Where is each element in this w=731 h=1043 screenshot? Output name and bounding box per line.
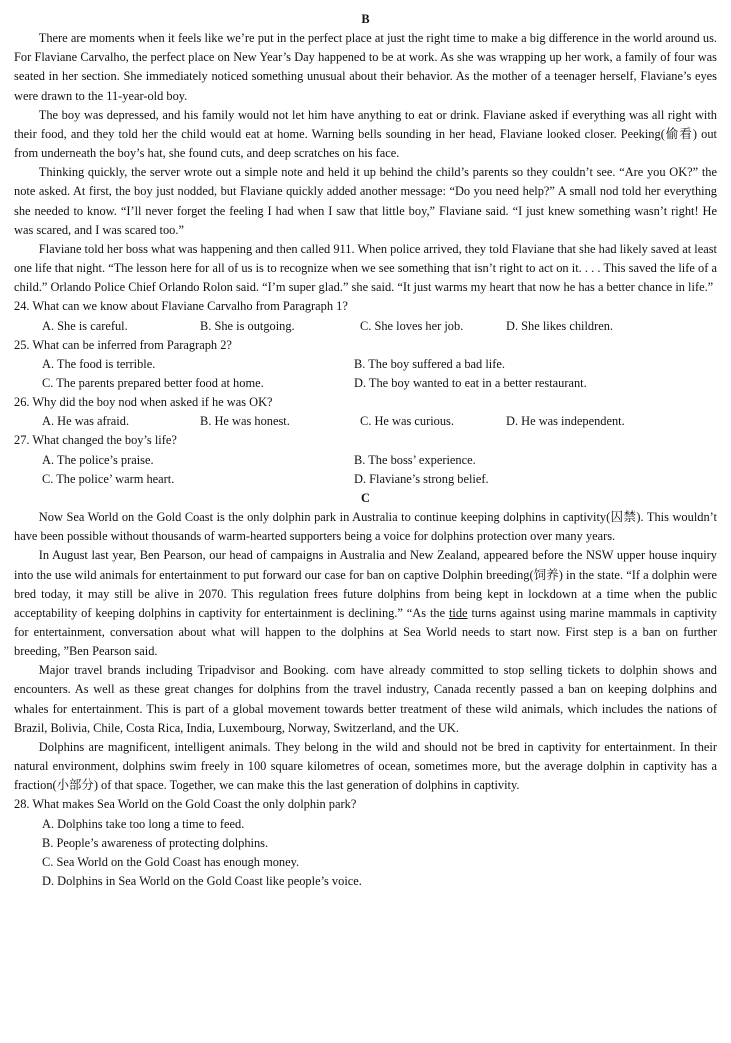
question-27-option-b: B. The boss’ experience. xyxy=(354,452,476,467)
section-b-paragraph-3: Thinking quickly, the server wrote out a simple note and held it up behind the child’s parents so they couldn’t see. “Are you OK?” the note asked. At first, the boy just nodded, but Flaviane quickly added another message: “Do you need help?” A small nod told her everything she needed to know. “I’ll never forget the feeling I had when I saw that little boy,” Flaviane said. “I just knew something wasn’t right! He was scared, and I was scared too.” xyxy=(14,165,717,237)
question-28-option-c: C. Sea World on the Gold Coast has enough money. xyxy=(42,854,300,869)
section-b-heading: B xyxy=(361,12,370,26)
section-b-paragraph-2: The boy was depressed, and his family would not let him have anything to eat or drink. Flaviane asked if everything was all right with their food, and they told her the child would eat at home. Warning bells sounding in her head, Flaviane looked closer. Peeking(偷看) out from underneath the boy’s hat, she found cuts, and deep scratches on his face. xyxy=(14,107,717,161)
question-26-option-d: D. He was independent. xyxy=(506,414,625,429)
question-26-option-b: B. He was honest. xyxy=(200,414,290,429)
section-b-paragraph-4: Flaviane told her boss what was happening and then called 911. When police arrived, they told Flaviane that she had likely saved at least one life that night. “The lesson here for all of us is to recognize when we see something that isn’t right to act on it. . . . This saved the life of a child.” Orlando Police Chief Orlando Rolon said. “I’m super glad.” she said. “It just warms my heart that now he has a better chance in life.” xyxy=(14,241,717,295)
question-27 xyxy=(14,431,717,488)
question-24-options xyxy=(14,317,717,336)
question-28-option-b: B. People’s awareness of protecting dolphins. xyxy=(42,835,269,850)
question-27-options xyxy=(14,451,717,489)
question-24 xyxy=(14,297,717,335)
underlined-word-tide: tide xyxy=(448,605,468,620)
section-c-paragraph-1: Now Sea World on the Gold Coast is the only dolphin park in Australia to continue keeping dolphins in captivity(囚禁). This wouldn’t have been possible without thousands of warm-hearted supporters being a voice for dolphins protection over many years. xyxy=(14,510,717,544)
question-27-option-a: A. The police’s praise. xyxy=(42,452,154,467)
question-28-options xyxy=(14,815,717,892)
section-c-paragraph-4: Dolphins are magnificent, intelligent animals. They belong in the wild and should not be bred in captivity for entertainment. In their natural environment, dolphins swim freely in 100 square kilometres of ocean, sometimes more, but the average dolphin in captivity has a fraction(小部分) of that space. Together, we can make this the last generation of dolphins in captivity. xyxy=(14,739,717,793)
section-c-paragraph-3: Major travel brands including Tripadvisor and Booking. com have already committed to stop selling tickets to dolphin shows and encounters. As well as these great changes for dolphins from the travel industry, Canada recently passed a ban on keeping dolphins and whales for entertainment. This is part of a global movement towards better treatment of these wild animals, which includes the nations of Brazil, Bolivia, Chile, Costa Rica, India, Luxembourg, Norway, Switzerland, and the UK. xyxy=(14,663,717,735)
question-25-stem: 25. What can be inferred from Paragraph 2? xyxy=(14,337,232,352)
question-28 xyxy=(14,795,717,891)
question-25-option-a: A. The food is terrible. xyxy=(42,356,156,371)
question-28-option-d: D. Dolphins in Sea World on the Gold Coast like people’s voice. xyxy=(42,874,362,889)
question-26-option-c: C. He was curious. xyxy=(360,414,454,429)
section-c-paragraph-2-after: turns against using marine mammals in captivity for entertainment, conversation about what will happen to the dolphins at Sea World needs to start now. First step is a ban on further breeding, ”Ben Pearson said. xyxy=(14,605,717,659)
question-26 xyxy=(14,393,717,431)
question-25-option-b: B. The boy suffered a bad life. xyxy=(354,356,505,371)
question-24-option-b: B. She is outgoing. xyxy=(200,318,295,333)
question-26-option-a: A. He was afraid. xyxy=(42,414,130,429)
question-27-option-d: D. Flaviane’s strong belief. xyxy=(354,471,489,486)
question-24-option-a: A. She is careful. xyxy=(42,318,128,333)
question-26-options xyxy=(14,412,717,431)
section-c-heading: C xyxy=(361,490,370,505)
question-24-stem: 24. What can we know about Flaviane Carvalho from Paragraph 1? xyxy=(14,299,348,314)
question-26-stem: 26. Why did the boy nod when asked if he was OK? xyxy=(14,395,273,410)
question-24-option-c: C. She loves her job. xyxy=(360,318,464,333)
question-25 xyxy=(14,336,717,393)
question-25-option-d: D. The boy wanted to eat in a better restaurant. xyxy=(354,375,587,390)
question-28-stem: 28. What makes Sea World on the Gold Coast the only dolphin park? xyxy=(14,797,357,812)
section-c-paragraph-2 xyxy=(14,546,717,661)
section-c-paragraph-2-before: In August last year, Ben Pearson, our head of campaigns in Australia and New Zealand, appeared before the NSW upper house inquiry into the use wild animals for entertainment to put forward our case for ban on captive Dolphin breeding(饲养) in the state. “If a dolphin were bred today, it may still be alive in 2070. This regulation frees future dolphins from being kept in lockdown at a time when the public acceptability of keeping dolphins in captivity for entertainment is declining.” “As the xyxy=(14,548,717,620)
question-24-option-d: D. She likes children. xyxy=(506,318,614,333)
question-27-option-c: C. The police’ warm heart. xyxy=(42,471,175,486)
question-25-options xyxy=(14,355,717,393)
question-28-option-a: A. Dolphins take too long a time to feed. xyxy=(42,816,245,831)
question-27-stem: 27. What changed the boy’s life? xyxy=(14,433,177,448)
question-25-option-c: C. The parents prepared better food at home. xyxy=(42,375,264,390)
section-b-paragraph-1: There are moments when it feels like we’re put in the perfect place at just the right time to make a big difference in the world around us. For Flaviane Carvalho, the perfect place on New Year’s Day happened to be at work. As she was wrapping up her work, a family of four was seated in her section. She immediately noticed something unusual about their behavior. As the mother of a teenager herself, Flaviane’s eyes were drawn to the 11-year-old boy. xyxy=(14,31,717,103)
